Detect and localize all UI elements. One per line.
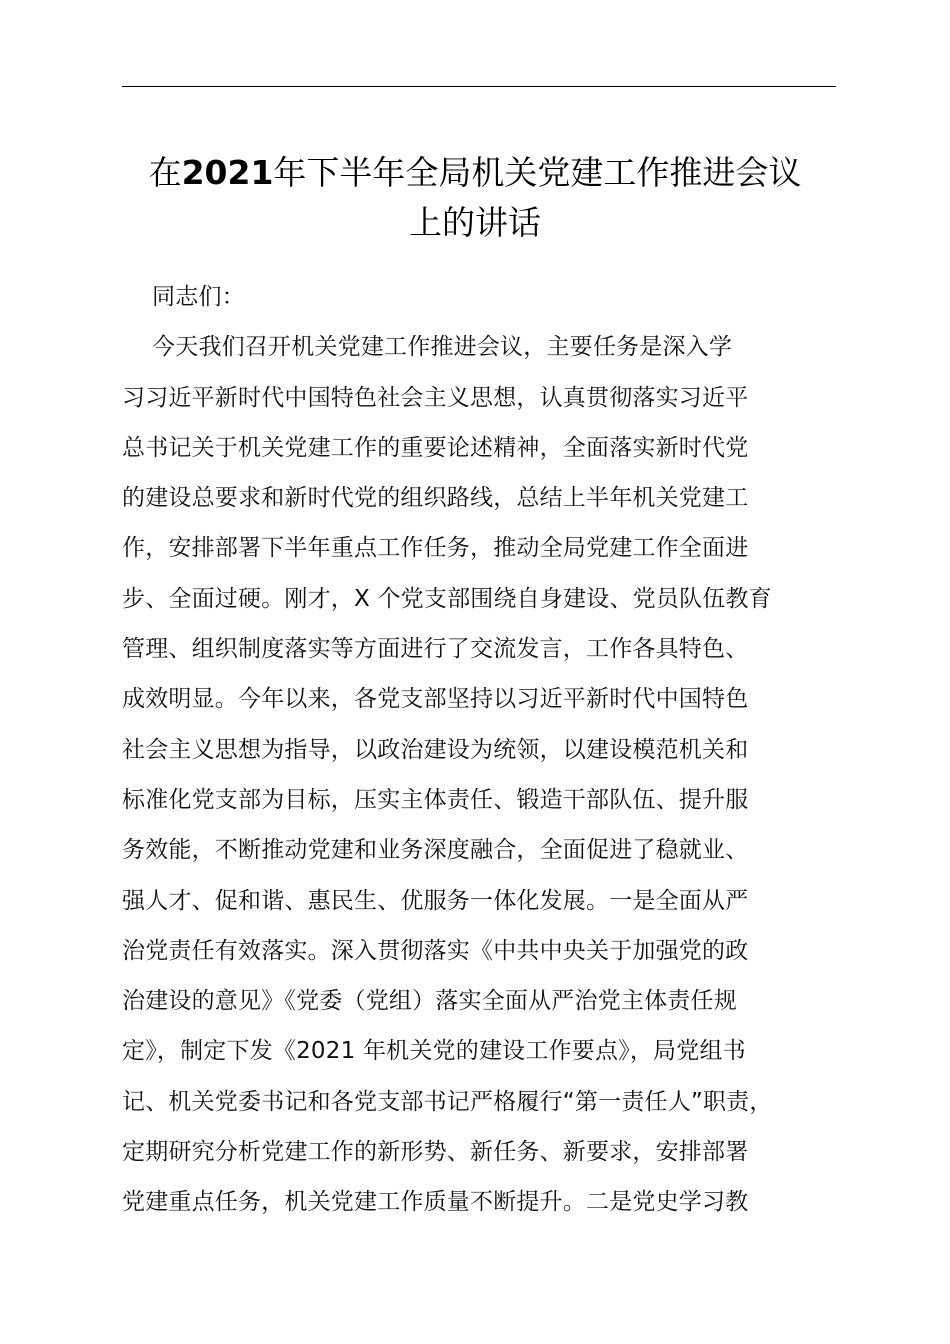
salutation xyxy=(122,272,836,322)
title-prefix: 在 xyxy=(148,153,182,192)
paragraph-line-text: 今天我们召开机关党建工作推进会议，主要任务是深入学 xyxy=(152,334,733,361)
title-line-2: 上的讲话 xyxy=(409,203,541,242)
paragraph-line: 成效明显。今年以来，各党支部坚持以习近平新时代中国特色 xyxy=(122,686,749,713)
title-year: 2021 xyxy=(181,153,274,192)
paragraph-line: 步、全面过硬。刚才，X 个党支部围绕自身建设、党员队伍教育 xyxy=(122,585,772,612)
header-rule xyxy=(122,86,836,87)
title-line-1-rest: 年下半年全局机关党建工作推进会议 xyxy=(273,153,802,192)
paragraph-line: 记、机关党委书记和各党支部书记严格履行“第一责任人”职责， xyxy=(122,1088,773,1115)
paragraph-line: 务效能，不断推动党建和业务深度融合，全面促进了稳就业、 xyxy=(122,837,749,864)
paragraph-line xyxy=(122,322,836,372)
paragraph-line: 定》，制定下发《2021 年机关党的建设工作要点》，局党组书 xyxy=(122,1038,746,1065)
paragraph-line: 定期研究分析党建工作的新形势、新任务、新要求，安排部署 xyxy=(122,1139,749,1166)
paragraph-line: 的建设总要求和新时代党的组织路线，总结上半年机关党建工 xyxy=(122,485,749,512)
paragraph-line: 管理、组织制度落实等方面进行了交流发言，工作各具特色、 xyxy=(122,636,749,663)
paragraph-line: 治党责任有效落实。深入贯彻落实《中共中央关于加强党的政 xyxy=(122,937,749,964)
body-text xyxy=(122,272,836,1228)
paragraph-line: 作，安排部署下半年重点工作任务，推动全局党建工作全面进 xyxy=(122,535,749,562)
paragraph-line: 社会主义思想为指导，以政治建设为统领，以建设模范机关和 xyxy=(122,736,749,763)
paragraph-line: 总书记关于机关党建工作的重要论述精神，全面落实新时代党 xyxy=(122,434,749,461)
paragraph-line: 习习近平新时代中国特色社会主义思想，认真贯彻落实习近平 xyxy=(122,384,749,411)
salutation-text: 同志们： xyxy=(152,284,245,310)
paragraph-line: 党建重点任务，机关党建工作质量不断提升。二是党史学习教 xyxy=(122,1189,749,1216)
paragraph-line: 治建设的意见》《党委（党组）落实全面从严治党主体责任规 xyxy=(122,988,737,1015)
paragraph-line: 标准化党支部为目标，压实主体责任、锻造干部队伍、提升服 xyxy=(122,786,749,813)
page-title xyxy=(100,148,850,248)
paragraph-line: 强人才、促和谐、惠民生、优服务一体化发展。一是全面从严 xyxy=(122,887,749,914)
title-line-1 xyxy=(100,148,850,198)
